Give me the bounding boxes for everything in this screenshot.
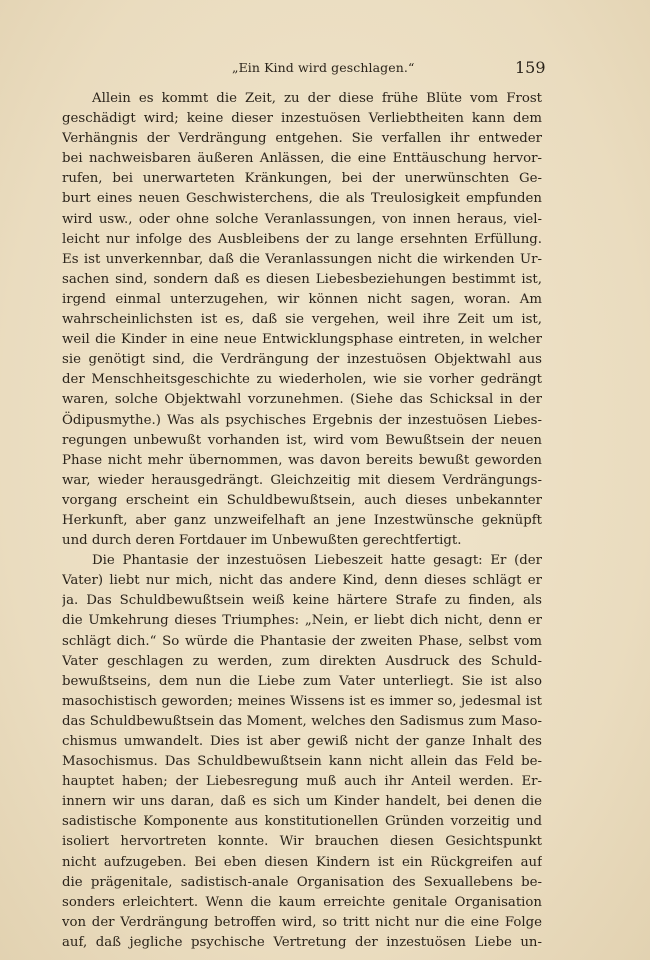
text-line: sie genötigt sind, die Verdrängung der inzestuösen Objektwahl aus (62, 352, 542, 368)
text-line: sonders erleichtert. Wenn die kaum erreichte genitale Organisation (62, 894, 542, 910)
running-head (0, 58, 650, 80)
text-line: Masochismus. Das Schuldbewußtsein kann nicht allein das Feld be- (62, 754, 542, 770)
text-line: innern wir uns daran, daß es sich um Kinder handelt, bei denen die (62, 794, 542, 810)
text-line: Herkunft, aber ganz unzweifelhaft an jene Inzestwünsche geknüpft (62, 512, 542, 528)
text-line: Die Phantasie der inzestuösen Liebeszeit hatte gesagt: Er (der (92, 553, 542, 569)
text-line: sachen sind, sondern daß es diesen Liebesbeziehungen bestimmt ist, (62, 271, 542, 287)
text-line: die Umkehrung dieses Triumphes: „Nein, er liebt dich nicht, denn er (62, 613, 542, 629)
text-line: wahrscheinlichsten ist es, daß sie vergehen, weil ihre Zeit um ist, (62, 312, 542, 328)
text-line: weil die Kinder in eine neue Entwicklungsphase eintreten, in welcher (62, 332, 542, 348)
body-text (62, 89, 542, 953)
text-line: und durch deren Fortdauer im Unbewußten gerechtfertigt. (62, 533, 462, 549)
text-line: leicht nur infolge des Ausbleibens der zu lange ersehnten Erfüllung. (62, 231, 542, 247)
text-line: Vater) liebt nur mich, nicht das andere Kind, denn dieses schlägt er (62, 573, 542, 589)
text-line: Ödipusmythe.) Was als psychisches Ergebnis der inzestuösen Liebes- (62, 412, 542, 428)
text-line: burt eines neuen Geschwisterchens, die als Treulosigkeit empfunden (62, 191, 542, 207)
text-line: geschädigt wird; keine dieser inzestuösen Verliebtheiten kann dem (62, 111, 542, 127)
running-title: „Ein Kind wird geschlagen.“ (232, 60, 415, 75)
text-line: ja. Das Schuldbewußtsein weiß keine härtere Strafe zu finden, als (62, 593, 542, 609)
text-line: Vater geschlagen zu werden, zum direkten Ausdruck des Schuld- (62, 653, 542, 669)
text-line: bei nachweisbaren äußeren Anlässen, die eine Enttäuschung hervor- (62, 151, 542, 167)
text-line: von der Verdrängung betroffen wird, so tritt nicht nur die eine Folge (62, 914, 542, 930)
text-line: Phase nicht mehr übernommen, was davon bereits bewußt geworden (62, 452, 542, 468)
text-line: der Menschheitsgeschichte zu wiederholen, wie sie vorher gedrängt (62, 372, 542, 388)
text-line: nicht aufzugeben. Bei eben diesen Kindern ist ein Rückgreifen auf (62, 854, 542, 870)
text-line: Es ist unverkennbar, daß die Veranlassungen nicht die wirkenden Ur- (62, 251, 542, 267)
text-line: masochistisch geworden; meines Wissens ist es immer so, jedesmal ist (62, 693, 542, 709)
text-line: regungen unbewußt vorhanden ist, wird vom Bewußtsein der neuen (62, 432, 542, 448)
text-line: sadistische Komponente aus konstitutionellen Gründen vorzeitig und (62, 814, 542, 830)
text-line: Allein es kommt die Zeit, zu der diese frühe Blüte vom Frost (92, 91, 542, 106)
text-line: isoliert hervortreten konnte. Wir brauchen diesen Gesichtspunkt (62, 834, 542, 850)
text-line: das Schuldbewußtsein das Moment, welches den Sadismus zum Maso- (62, 713, 542, 729)
text-line: vorgang erscheint ein Schuldbewußtsein, auch dieses unbekannter (62, 492, 542, 508)
text-line: wird usw., oder ohne solche Veranlassungen, von innen heraus, viel- (62, 211, 542, 227)
text-line: Verhängnis der Verdrängung entgehen. Sie verfallen ihr entweder (62, 131, 542, 147)
text-line: die prägenitale, sadistisch-anale Organisation des Sexuallebens be- (62, 874, 542, 890)
text-line: hauptet haben; der Liebesregung muß auch ihr Anteil werden. Er- (62, 774, 542, 790)
text-line: rufen, bei unerwarteten Kränkungen, bei der unerwünschten Ge- (62, 171, 542, 187)
page-number: 159 (515, 58, 546, 77)
text-line: auf, daß jegliche psychische Vertretung der inzestuösen Liebe un- (62, 934, 542, 950)
text-line: schlägt dich.“ So würde die Phantasie der zweiten Phase, selbst vom (62, 633, 542, 649)
text-line: chismus umwandelt. Dies ist aber gewiß nicht der ganze Inhalt des (62, 734, 542, 749)
text-line: waren, solche Objektwahl vorzunehmen. (Siehe das Schicksal in der (62, 392, 542, 408)
text-line: war, wieder herausgedrängt. Gleichzeitig mit diesem Verdrängungs- (62, 472, 542, 488)
text-line: bewußtseins, dem nun die Liebe zum Vater unterliegt. Sie ist also (62, 673, 542, 689)
text-line: irgend einmal unterzugehen, wir können nicht sagen, woran. Am (62, 291, 542, 307)
